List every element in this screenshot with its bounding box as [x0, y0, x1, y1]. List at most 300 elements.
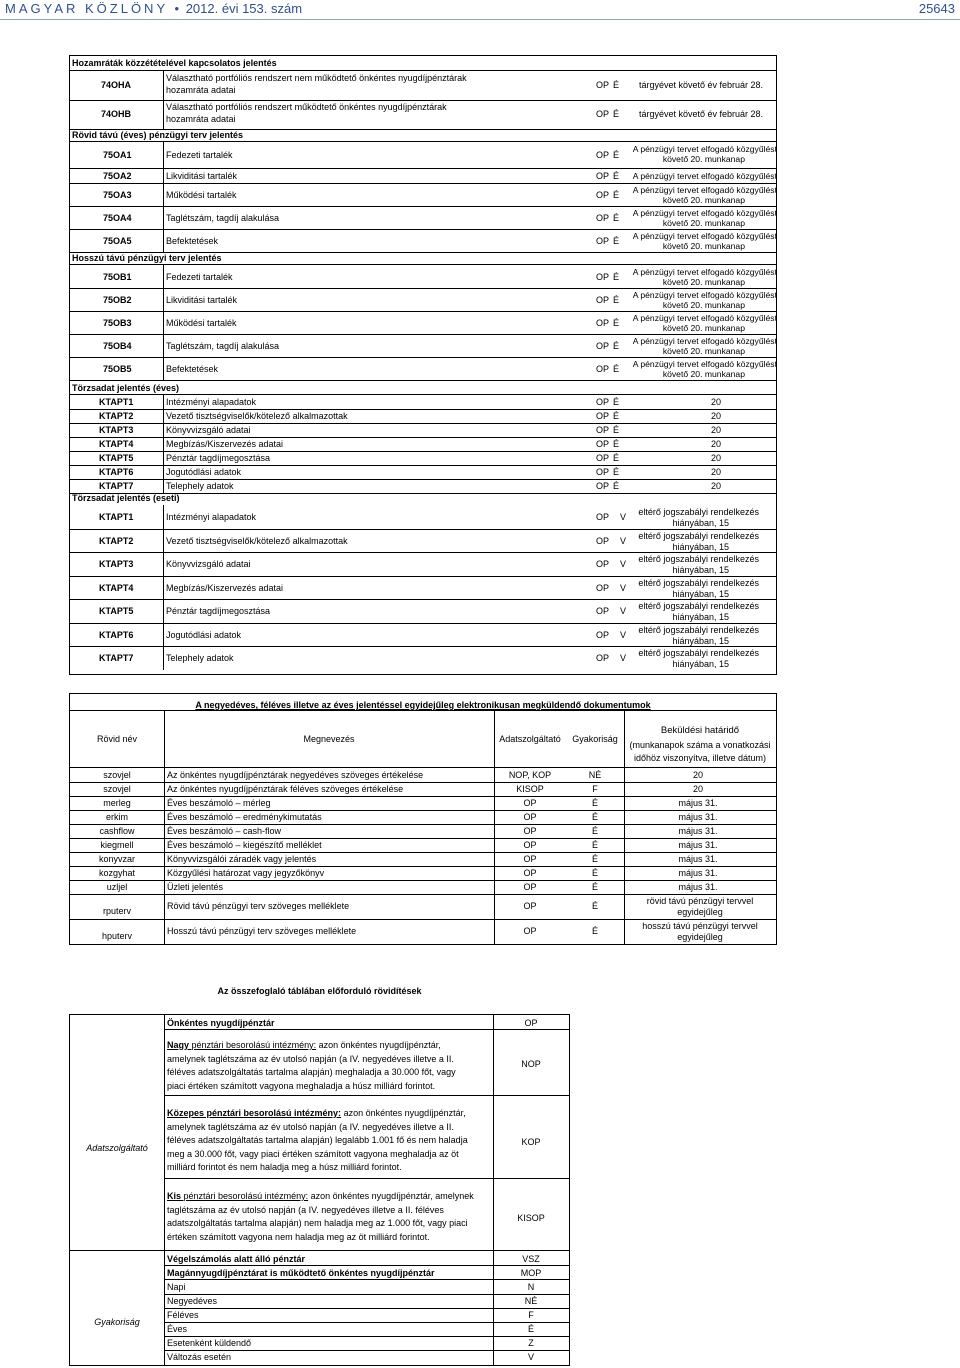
col-header-deadline: Beküldési határidő: [660, 725, 740, 736]
rule: [69, 311, 777, 312]
rule: [163, 229, 164, 252]
row-deadline: eltérő jogszabályi rendelkezés: [638, 624, 759, 635]
doc-name: Könyvvizsgálói záradék vagy jelentés: [167, 854, 317, 864]
row-deadline: 20: [710, 467, 721, 477]
frequency-desc: Változás esetén: [167, 1352, 232, 1362]
row-supplier: OP: [595, 453, 609, 463]
page-number: 25643: [918, 1, 955, 16]
row-supplier: OP: [595, 606, 609, 616]
row-supplier: OP: [595, 559, 609, 569]
rule: [70, 782, 776, 783]
rule: [70, 919, 776, 920]
frequency-code: V: [527, 1352, 534, 1362]
row-code: KTAPT6: [99, 467, 134, 477]
rule: [69, 479, 777, 480]
abbrev-code: VSZ: [522, 1254, 540, 1264]
col-header-deadline-sub: (munkanapok száma a vonatkozási: [629, 740, 771, 750]
rule: [69, 599, 777, 600]
row-frequency: É: [612, 235, 619, 246]
abbrev-desc: Önkéntes nyugdíjpénztár: [167, 1018, 275, 1028]
doc-name: Éves beszámoló – cash-flow: [167, 826, 282, 836]
row-deadline: eltérő jogszabályi rendelkezés: [638, 530, 759, 541]
rule: [69, 288, 777, 289]
row-deadline: A pénzügyi tervet elfogadó közgyűlést: [632, 144, 777, 154]
row-supplier: OP: [595, 629, 609, 640]
abbrev-desc-kozepes: Közepes pénztári besorolású intézmény: azon önkéntes nyugdíjpénztár, amelynek taglétszáma az év utolsó napján (a IV. negyedéves illetve a II. féléves adatszolgáltatás tartalma alapján) legalább 1.001 fő és nem haladja meg a 30.000 főt, vagy piaci értéken számított vagyona meghaladja az öt milliárd forintot és nem haladja meg a húsz milliárd forintot.: [167, 1108, 468, 1172]
doc-frequency: É: [591, 882, 598, 892]
row-frequency: É: [612, 340, 619, 351]
row-deadline: követő 20. munkanap: [662, 277, 745, 287]
rule: [69, 394, 777, 395]
row-frequency: É: [612, 150, 619, 160]
row-name: Pénztár tagdíjmegosztása: [166, 453, 271, 463]
row-frequency: V: [619, 582, 626, 593]
row-supplier: OP: [595, 535, 609, 546]
row-code: 75OA1: [103, 150, 132, 160]
row-code: KTAPT3: [99, 425, 134, 435]
row-code: 75OA4: [103, 212, 132, 223]
rule: [69, 465, 777, 466]
reporting-table: [69, 55, 777, 675]
doc-name: Hosszú távú pénzügyi terv szöveges melléklete: [167, 926, 357, 936]
row-supplier: OP: [595, 80, 609, 90]
doc-frequency: É: [591, 901, 598, 911]
row-supplier: OP: [595, 212, 609, 223]
abbrev-code: NOP: [521, 1059, 541, 1069]
abbreviations-table: [69, 1014, 570, 1366]
abbrev-desc-nagy: Nagy pénztári besorolású intézmény: azon önkéntes nyugdíjpénztár, amelynek taglétszáma az év utolsó napján (a IV. negyedéves illetve a II. féléves adatszolgáltatás tartalma alapján) meghaladja a 30.000 főt, vagy piaci értéken számított vagyona meghaladja a húsz milliárd forintot.: [167, 1040, 456, 1091]
rule: [163, 265, 164, 288]
row-supplier: OP: [595, 512, 609, 522]
rule: [70, 880, 776, 881]
doc-name: Az önkéntes nyugdíjpénztárak negyedéves szöveges értékelése: [167, 770, 424, 780]
rule: [70, 866, 776, 867]
row-name: Működési tartalék: [166, 189, 237, 200]
frequency-desc: Éves: [167, 1324, 188, 1334]
doc-deadline: hosszú távú pénzügyi tervvel: [642, 921, 758, 931]
row-deadline: eltérő jogszabályi rendelkezés: [638, 577, 759, 588]
rule: [163, 599, 164, 623]
doc-deadline: május 31.: [678, 868, 718, 878]
rule: [69, 423, 777, 424]
rule: [69, 552, 777, 553]
frequency-code: Z: [528, 1338, 534, 1348]
row-supplier: OP: [595, 363, 609, 374]
doc-frequency: É: [591, 812, 598, 822]
abbrev-desc: Magánnyugdíjpénztárat is működtető önkéntes nyugdíjpénztár: [167, 1268, 435, 1278]
row-code: 75OA3: [103, 189, 132, 200]
row-supplier: OP: [595, 294, 609, 305]
row-code: KTAPT7: [99, 653, 134, 663]
doc-supplier: OP: [523, 882, 537, 892]
row-frequency: É: [612, 212, 619, 223]
abbrev-code: OP: [524, 1018, 538, 1028]
row-deadline: követő 20. munkanap: [662, 300, 745, 310]
doc-short: cashflow: [99, 826, 135, 836]
rule: [163, 168, 164, 183]
row-code: KTAPT3: [99, 559, 134, 569]
rule: [69, 529, 777, 530]
frequency-code: NÉ: [524, 1296, 538, 1306]
row-name: Megbízás/Kiszervezés adatai: [166, 582, 284, 593]
rule: [69, 183, 777, 184]
doc-deadline: május 31.: [678, 854, 718, 864]
row-code: KTAPT1: [99, 512, 134, 522]
row-name: Jogutódlási adatok: [166, 467, 242, 477]
doc-deadline: május 31.: [678, 882, 718, 892]
frequency-desc: Féléves: [167, 1310, 199, 1320]
frequency-group-label: Gyakoriság: [94, 1317, 140, 1327]
row-code: KTAPT5: [99, 453, 134, 463]
rule: [163, 465, 164, 479]
rule: [163, 646, 164, 670]
row-deadline: 20: [710, 439, 721, 449]
col-header-deadline-sub: időhöz viszonyítva, illetve dátum): [633, 753, 767, 763]
row-deadline: 20: [710, 453, 721, 463]
doc-frequency: É: [591, 840, 598, 850]
doc-short: rputerv: [102, 906, 131, 916]
row-code: KTAPT5: [99, 606, 134, 616]
row-name: Telephely adatok: [166, 481, 234, 491]
table-title: A negyedéves, féléves illetve az éves jelentéssel egyidejűleg elektronikusan megküldendő dokumentumok: [195, 700, 651, 710]
publication-title: MAGYAR KÖZLÖNY • 2012. évi 153. szám: [5, 1, 303, 16]
row-name: Intézményi alapadatok: [166, 512, 257, 522]
row-deadline: A pénzügyi tervet elfogadó közgyűlést: [632, 185, 777, 195]
rule: [163, 529, 164, 553]
row-frequency: V: [619, 653, 626, 663]
row-frequency: É: [612, 453, 619, 463]
doc-short: kozgyhat: [98, 868, 136, 878]
row-deadline: követő 20. munkanap: [662, 195, 745, 205]
row-name: Taglétszám, tagdíj alakulása: [166, 340, 280, 351]
row-name: Pénztár tagdíjmegosztása: [166, 606, 271, 616]
row-name: Telephely adatok: [166, 653, 234, 663]
row-deadline: 20: [710, 397, 721, 407]
row-frequency: É: [612, 425, 619, 435]
row-name: Fedezeti tartalék: [166, 271, 233, 282]
rule: [163, 576, 164, 600]
row-frequency: É: [612, 80, 619, 90]
row-name: Vezető tisztségviselők/kötelező alkalmazottak: [166, 411, 348, 421]
col-header-short: Rövid név: [96, 734, 138, 744]
doc-deadline: 20: [692, 784, 703, 794]
row-frequency: V: [619, 535, 626, 546]
doc-supplier: OP: [523, 812, 537, 822]
doc-supplier: OP: [523, 854, 537, 864]
section-title: Törzsadat jelentés (eseti): [72, 493, 180, 503]
rule: [69, 334, 777, 335]
doc-deadline: egyidejűleg: [677, 932, 723, 942]
row-name: Könyvvizsgáló adatai: [166, 559, 251, 569]
row-deadline: tárgyévet követő év február 28.: [638, 80, 764, 90]
doc-name: Éves beszámoló – kiegészítő melléklet: [167, 840, 322, 850]
doc-frequency: É: [591, 926, 598, 936]
doc-name: Az önkéntes nyugdíjpénztárak féléves szöveges értékelése: [167, 784, 404, 794]
row-code: 75OB4: [103, 340, 132, 351]
rule: [70, 824, 776, 825]
row-code: 75OA5: [103, 235, 132, 246]
doc-name: Éves beszámoló – mérleg: [167, 798, 271, 808]
rule: [69, 409, 777, 410]
row-deadline: eltérő jogszabályi rendelkezés: [638, 601, 759, 611]
row-code: KTAPT4: [99, 439, 134, 449]
row-code: KTAPT1: [99, 397, 134, 407]
row-name: Likviditási tartalék: [166, 170, 238, 181]
doc-name: Éves beszámoló – eredménykimutatás: [167, 812, 322, 822]
row-name: Taglétszám, tagdíj alakulása: [166, 212, 280, 223]
row-frequency: É: [612, 363, 619, 374]
doc-supplier: OP: [523, 868, 537, 878]
row-supplier: OP: [595, 109, 609, 119]
row-code: 75OB3: [103, 317, 132, 328]
row-code: KTAPT2: [99, 411, 134, 421]
abbrev-code: KOP: [521, 1137, 541, 1147]
row-deadline: A pénzügyi tervet elfogadó közgyűlést: [632, 208, 777, 218]
doc-name: Közgyűlési határozat vagy jegyzőkönyv: [167, 868, 325, 878]
page-header: [0, 0, 960, 22]
rule: [163, 288, 164, 311]
rule: [69, 206, 777, 207]
row-deadline: A pénzügyi tervet elfogadó közgyűlést: [632, 336, 777, 346]
row-deadline: hiányában, 15: [672, 565, 729, 575]
row-frequency: É: [612, 317, 619, 328]
row-name: Megbízás/Kiszervezés adatai: [166, 439, 284, 449]
row-deadline: A pénzügyi tervet elfogadó közgyűlést: [632, 359, 777, 369]
frequency-desc: Napi: [167, 1282, 186, 1292]
row-supplier: OP: [595, 397, 609, 407]
rule: [163, 311, 164, 334]
row-name: Intézményi alapadatok: [166, 397, 257, 407]
doc-deadline: egyidejűleg: [677, 907, 723, 917]
doc-short: merleg: [103, 798, 131, 808]
doc-frequency: É: [591, 868, 598, 878]
doc-supplier: OP: [523, 798, 537, 808]
row-code: KTAPT4: [99, 582, 134, 593]
rule: [163, 552, 164, 576]
rule: [164, 1308, 569, 1309]
rule: [69, 168, 777, 169]
row-supplier: OP: [595, 317, 609, 328]
row-supplier: OP: [595, 481, 609, 491]
abbrev-code: KISOP: [517, 1213, 545, 1223]
rule: [163, 183, 164, 206]
row-code: 74OHA: [100, 80, 131, 90]
section-title: Hozamráták közzétételével kapcsolatos jelentés: [72, 58, 277, 68]
rule: [163, 142, 164, 168]
supplier-group-label: Adatszolgáltató: [86, 1143, 148, 1153]
row-name: Választható portfóliós rendszert működtető önkéntes nyugdíjpénztárak: [166, 102, 447, 112]
row-deadline: A pénzügyi tervet elfogadó közgyűlést: [632, 290, 777, 300]
row-name: Befektetések: [166, 235, 219, 246]
rule: [163, 334, 164, 357]
abbrev-code: MOP: [520, 1268, 542, 1278]
rule: [163, 505, 164, 529]
row-deadline: követő 20. munkanap: [662, 369, 745, 379]
row-deadline: hiányában, 15: [672, 659, 729, 669]
rule: [69, 357, 777, 358]
row-name: Befektetések: [166, 363, 219, 374]
row-frequency: É: [612, 109, 619, 119]
rule: [70, 852, 776, 853]
rule: [70, 838, 776, 839]
row-supplier: OP: [595, 411, 609, 421]
row-name: Működési tartalék: [166, 317, 237, 328]
row-deadline: A pénzügyi tervet elfogadó közgyűlést: [632, 313, 777, 323]
doc-frequency: F: [592, 784, 598, 794]
doc-short: szovjel: [103, 784, 131, 794]
row-supplier: OP: [595, 582, 609, 593]
row-name: hozamráta adatai: [166, 85, 236, 95]
doc-supplier: OP: [523, 840, 537, 850]
row-deadline: hiányában, 15: [672, 635, 729, 646]
rule: [164, 1322, 569, 1323]
frequency-code: N: [527, 1282, 535, 1292]
row-deadline: eltérő jogszabályi rendelkezés: [638, 648, 759, 658]
row-supplier: OP: [595, 235, 609, 246]
row-supplier: OP: [595, 467, 609, 477]
row-supplier: OP: [595, 189, 609, 200]
rule: [164, 1336, 569, 1337]
rule: [70, 810, 776, 811]
row-name: Likviditási tartalék: [166, 294, 238, 305]
rule: [163, 395, 164, 409]
rule: [69, 229, 777, 230]
row-deadline: A pénzügyi tervet elfogadó közgyűlést: [632, 267, 777, 277]
frequency-desc: Negyedéves: [167, 1296, 218, 1306]
row-frequency: V: [619, 512, 626, 522]
rule: [163, 423, 164, 437]
row-deadline: hiányában, 15: [672, 612, 729, 622]
doc-short: erkim: [106, 812, 128, 822]
rule: [69, 646, 777, 647]
row-code: 74OHB: [100, 109, 131, 119]
rule: [163, 623, 164, 647]
doc-name: Üzleti jelentés: [167, 882, 224, 892]
abbrev-desc: Végelszámolás alatt álló pénztár: [167, 1254, 306, 1264]
rule: [163, 100, 164, 129]
doc-deadline: május 31.: [678, 798, 718, 808]
row-frequency: É: [612, 411, 619, 421]
row-code: 75OB1: [103, 271, 132, 282]
col-header-supplier: Adatszolgáltató: [499, 734, 561, 744]
section-title: Hosszú távú pénzügyi terv jelentés: [72, 253, 222, 263]
rule: [163, 357, 164, 380]
row-deadline: tárgyévet követő év február 28.: [638, 109, 764, 119]
col-header-name: Megnevezés: [303, 734, 355, 744]
abbrev-title: Az összefoglaló táblában előforduló rövidítések: [217, 986, 422, 996]
doc-short: konyvzar: [98, 854, 135, 864]
doc-short: kiegmell: [100, 840, 134, 850]
doc-short: szovjel: [103, 770, 131, 780]
row-supplier: OP: [595, 271, 609, 282]
documents-table: [69, 693, 777, 945]
row-supplier: OP: [595, 170, 609, 181]
doc-short: hputerv: [101, 931, 133, 941]
row-name: hozamráta adatai: [166, 114, 236, 124]
rule: [69, 576, 777, 577]
row-deadline: követő 20. munkanap: [662, 218, 745, 228]
rule: [163, 479, 164, 493]
doc-deadline: május 31.: [678, 840, 718, 850]
row-frequency: É: [612, 271, 619, 282]
section-title: Rövid távú (éves) pénzügyi terv jelentés: [72, 130, 244, 140]
row-supplier: OP: [595, 439, 609, 449]
row-deadline: követő 20. munkanap: [662, 323, 745, 333]
rule: [164, 1350, 569, 1351]
doc-name: Rövid távú pénzügyi terv szöveges melléklete: [167, 901, 350, 911]
frequency-code: É: [527, 1324, 534, 1334]
rule: [69, 451, 777, 452]
row-deadline: 20: [710, 411, 721, 421]
doc-supplier: OP: [523, 926, 537, 936]
doc-short: uzljel: [106, 882, 128, 892]
rule: [163, 206, 164, 229]
row-frequency: É: [612, 481, 619, 491]
doc-supplier: KISOP: [516, 784, 544, 794]
rule: [70, 796, 776, 797]
doc-supplier: OP: [523, 826, 537, 836]
row-name: Jogutódlási adatok: [166, 629, 242, 640]
rule: [163, 437, 164, 451]
doc-deadline: rövid távú pénzügyi tervvel: [646, 896, 754, 906]
row-name: Választható portfóliós rendszert nem működtető önkéntes nyugdíjpénztárak: [166, 73, 467, 83]
row-supplier: OP: [595, 653, 609, 663]
row-frequency: É: [612, 189, 619, 200]
doc-deadline: május 31.: [678, 826, 718, 836]
row-code: KTAPT6: [99, 629, 134, 640]
row-deadline: A pénzügyi tervet elfogadó közgyűlést: [632, 231, 777, 241]
doc-frequency: NÉ: [588, 770, 602, 780]
col-header-frequency: Gyakoriság: [572, 734, 618, 744]
rule: [69, 623, 777, 624]
row-name: Vezető tisztségviselők/kötelező alkalmazottak: [166, 535, 348, 546]
row-deadline: hiányában, 15: [672, 518, 729, 528]
row-code: 75OA2: [103, 170, 132, 181]
rule: [163, 71, 164, 100]
row-frequency: V: [619, 559, 626, 569]
row-code: KTAPT7: [99, 481, 134, 491]
doc-deadline: 20: [692, 770, 703, 780]
row-frequency: É: [612, 170, 619, 181]
row-supplier: OP: [595, 340, 609, 351]
row-frequency: É: [612, 467, 619, 477]
row-frequency: É: [612, 397, 619, 407]
doc-deadline: május 31.: [678, 812, 718, 822]
row-code: 75OB5: [103, 363, 132, 374]
row-name: Könyvvizsgáló adatai: [166, 425, 251, 435]
rule: [69, 380, 777, 381]
row-deadline: követő 20. munkanap: [662, 154, 745, 164]
row-deadline: eltérő jogszabályi rendelkezés: [638, 554, 759, 564]
row-deadline: 20: [710, 481, 721, 491]
abbrev-desc-kis: Kis pénztári besorolású intézmény: azon önkéntes nyugdíjpénztár, amelynek taglétszáma az év utolsó napján (a IV. negyedéves illetve a II. féléves adatszolgáltatás tartalma alapján) nem haladja meg az 1.000 főt, vagy piaci értéken számított vagyona nem haladja meg az öt milliárd forintot.: [167, 1191, 474, 1242]
row-frequency: V: [619, 629, 626, 640]
rule: [164, 1294, 569, 1295]
row-deadline: követő 20. munkanap: [662, 346, 745, 356]
row-frequency: É: [612, 439, 619, 449]
header-rule: [0, 19, 960, 20]
row-code: KTAPT2: [99, 535, 134, 546]
frequency-desc: Esetenként küldendő: [167, 1338, 252, 1348]
row-deadline: 20: [710, 425, 721, 435]
row-name: Fedezeti tartalék: [166, 150, 233, 160]
rule: [163, 409, 164, 423]
rule: [69, 264, 777, 265]
row-code: 75OB2: [103, 294, 132, 305]
row-supplier: OP: [595, 150, 609, 160]
row-deadline: eltérő jogszabályi rendelkezés: [638, 507, 759, 517]
row-deadline: hiányában, 15: [672, 541, 729, 552]
